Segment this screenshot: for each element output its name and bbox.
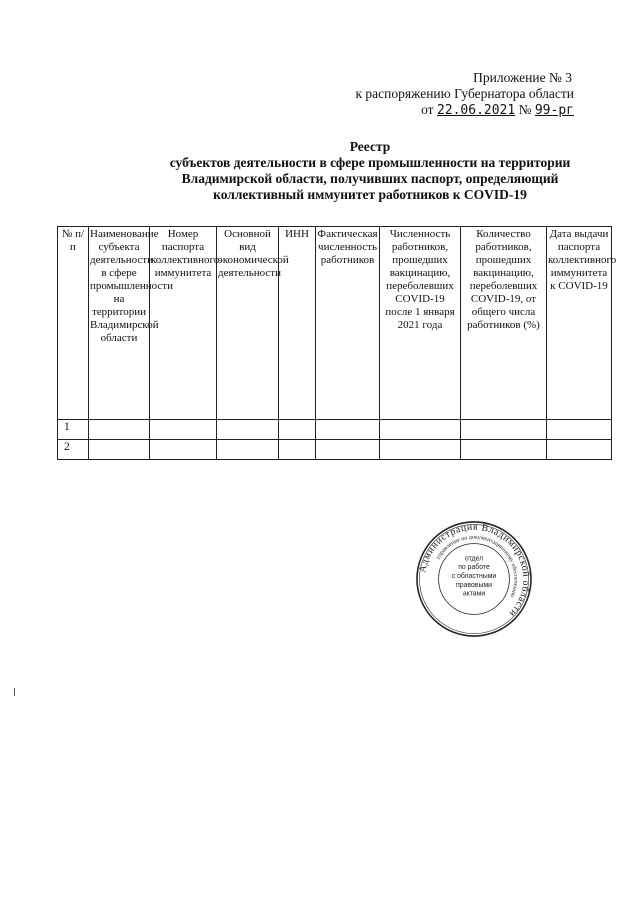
header-cell-vaccinated-count: Численность работников, прошедших вакцинацию, переболевших COVID-19 после 1 января 2021 года bbox=[380, 227, 461, 420]
table-cell bbox=[316, 420, 380, 440]
order-date: 22.06.2021 bbox=[436, 103, 516, 118]
appendix-reference: к распоряжению Губернатора области bbox=[355, 86, 574, 101]
document-title bbox=[120, 139, 620, 203]
header-cell-number: № п/п bbox=[58, 227, 89, 420]
header-cell-inn: ИНН bbox=[279, 227, 316, 420]
table-cell bbox=[461, 420, 547, 440]
stamp-inner-text: управление по документационному обеспечению bbox=[435, 534, 519, 598]
registry-table bbox=[57, 226, 617, 460]
table-cell bbox=[380, 420, 461, 440]
table-cell bbox=[89, 420, 150, 440]
table-cell bbox=[217, 440, 279, 460]
table-cell bbox=[461, 440, 547, 460]
title-line-2: субъектов деятельности в сфере промышленности на территории bbox=[169, 155, 571, 170]
table-cell bbox=[150, 440, 217, 460]
stamp-outer-text: Администрация Владимирской области bbox=[417, 521, 532, 620]
title-line-3: Владимирской области, получивших паспорт, определяющий bbox=[181, 171, 559, 186]
appendix-title: Приложение № 3 bbox=[473, 70, 572, 85]
stamp-center-line: отдел bbox=[464, 555, 484, 563]
header-cell-vaccinated-percent: Количество работников, прошедших вакцинацию, переболевших COVID-19, от общего числа работников (%) bbox=[461, 227, 547, 420]
table-cell: 1 bbox=[58, 420, 89, 440]
date-prefix: от bbox=[421, 102, 437, 117]
table-row bbox=[58, 420, 612, 440]
header-cell-activity: Основной вид экономической деятельности bbox=[217, 227, 279, 420]
table-cell: 2 bbox=[58, 440, 89, 460]
table-header-row bbox=[58, 227, 612, 420]
number-prefix: № bbox=[515, 102, 535, 117]
title-line-1: Реестр bbox=[349, 139, 391, 154]
stamp-center-line: с областными bbox=[451, 573, 497, 581]
title-line-4: коллективный иммунитет работников к COVID-19 bbox=[213, 187, 527, 202]
table-cell bbox=[279, 420, 316, 440]
table-cell bbox=[547, 420, 612, 440]
table-cell bbox=[279, 440, 316, 460]
table-cell bbox=[150, 420, 217, 440]
scan-artifact bbox=[14, 688, 15, 696]
header-cell-entity-name: Наименование субъекта деятельности в сфере промышленности на территории Владимирской области bbox=[89, 227, 150, 420]
official-stamp bbox=[415, 520, 533, 638]
stamp-center-line: актами bbox=[462, 590, 486, 598]
table-cell bbox=[217, 420, 279, 440]
table-row bbox=[58, 440, 612, 460]
appendix-date-number bbox=[355, 102, 574, 119]
table-cell bbox=[380, 440, 461, 460]
appendix-header bbox=[355, 70, 574, 119]
stamp-center-line: по работе bbox=[458, 564, 490, 572]
table-cell bbox=[89, 440, 150, 460]
header-cell-actual-staff: Фактическая численность работников bbox=[316, 227, 380, 420]
order-number: 99-рг bbox=[534, 103, 574, 118]
header-cell-issue-date: Дата выдачи паспорта коллективного иммунитета к COVID-19 bbox=[547, 227, 612, 420]
table-cell bbox=[547, 440, 612, 460]
stamp-center-line: правовыми bbox=[456, 581, 492, 589]
table-cell bbox=[316, 440, 380, 460]
header-cell-passport-number: Номер паспорта коллективного иммунитета bbox=[150, 227, 217, 420]
